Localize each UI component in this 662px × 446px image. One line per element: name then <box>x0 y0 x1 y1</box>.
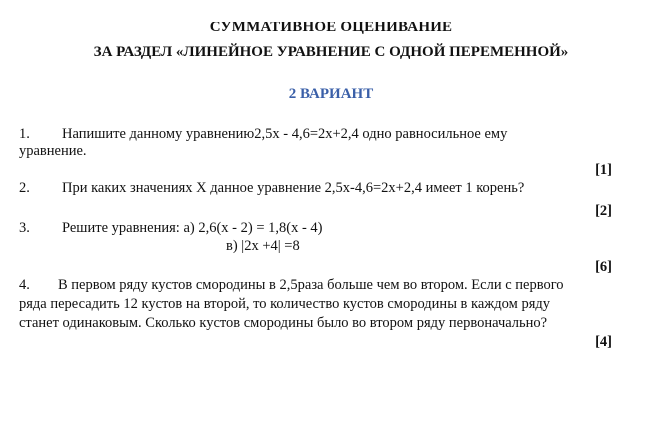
task-score: [1] <box>595 162 612 178</box>
task-score: [2] <box>595 203 612 219</box>
task-text-line2: в) |2х +4| =8 <box>226 238 300 254</box>
task-number: 3. <box>19 220 30 236</box>
task-text-line2: ряда пересадить 12 кустов на второй, то количество кустов смородины в каждом ряду <box>19 296 551 312</box>
task-text-line2: уравнение. <box>19 143 87 159</box>
task-score: [4] <box>595 334 612 350</box>
variant-heading: 2 ВАРИАНТ <box>288 86 374 102</box>
task-number: 2. <box>19 180 30 196</box>
page-title-line1: СУММАТИВНОЕ ОЦЕНИВАНИЕ <box>209 22 453 35</box>
page-title-line2: ЗА РАЗДЕЛ «ЛИНЕЙНОЕ УРАВНЕНИЕ С ОДНОЙ ПЕРЕМЕННОЙ» <box>93 44 569 60</box>
task-text-line1: Решите уравнения: а) 2,6(х - 2) = 1,8(х - 4) <box>62 220 323 236</box>
task-score: [6] <box>595 259 612 275</box>
task-text-line1: При каких значениях Х данное уравнение 2,5х-4,6=2х+2,4 имеет 1 корень? <box>62 180 525 196</box>
task-number: 1. <box>19 126 30 142</box>
task-text-line1: В первом ряду кустов смородины в 2,5раза больше чем во втором. Если с первого <box>58 277 564 293</box>
task-text-line1: Напишите данному уравнению2,5х - 4,6=2х+2,4 одно равносильное ему <box>62 126 508 142</box>
task-number: 4. <box>19 277 30 293</box>
task-text-line3: станет одинаковым. Сколько кустов смородины было во втором ряду первоначально? <box>19 315 548 331</box>
